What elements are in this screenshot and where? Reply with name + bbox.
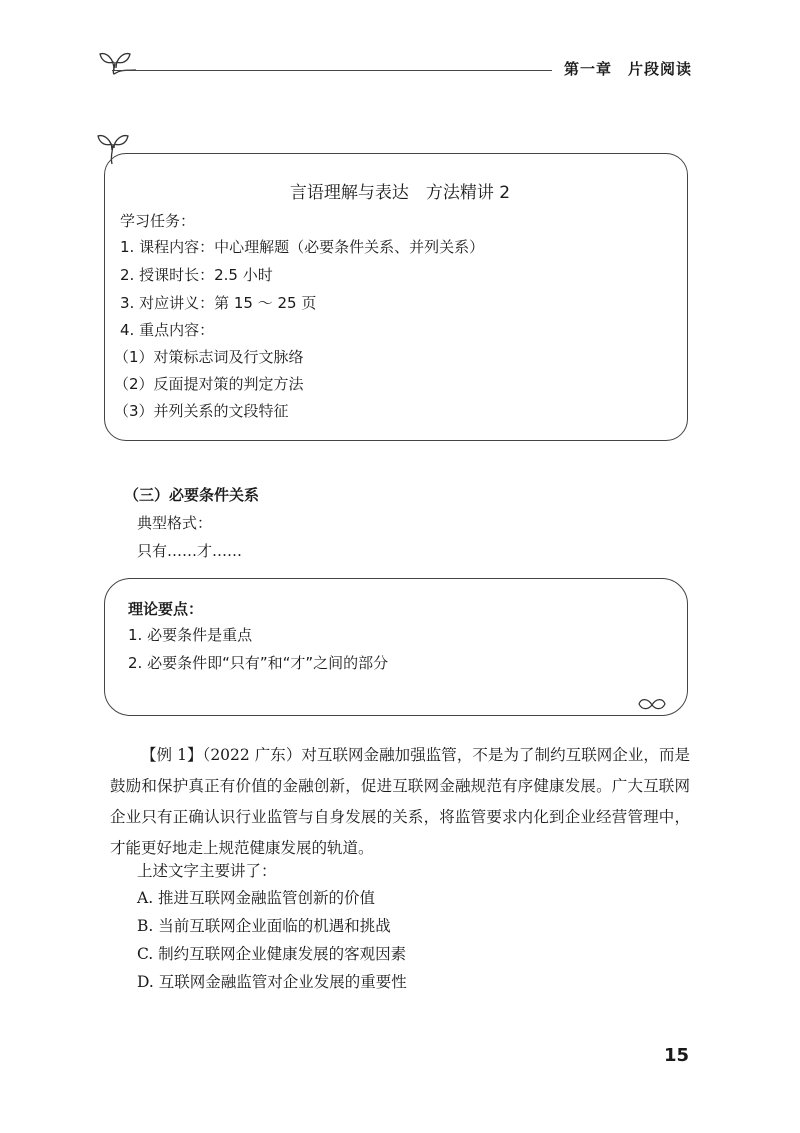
header-rule xyxy=(112,70,552,71)
section-heading: （三）必要条件关系 xyxy=(124,486,260,504)
task-subitem: （1）对策标志词及行文脉络 xyxy=(114,348,304,366)
task-subitem: （2）反面提对策的判定方法 xyxy=(114,375,304,393)
page-number: 15 xyxy=(664,1045,690,1066)
question-text: 上述文字主要讲了： xyxy=(137,862,277,880)
task-subitem: （3）并列关系的文段特征 xyxy=(114,402,289,420)
format-label: 典型格式： xyxy=(137,514,213,532)
box-title: 言语理解与表达 方法精讲 2 xyxy=(289,183,511,203)
sprout-icon xyxy=(638,696,666,714)
option-b: B. 当前互联网企业面临的机遇和挑战 xyxy=(137,917,391,935)
task-label: 学习任务： xyxy=(120,212,196,230)
task-item: 1. 课程内容：中心理解题（必要条件关系、并列关系） xyxy=(120,238,485,256)
theory-label: 理论要点： xyxy=(128,600,204,618)
task-item: 4. 重点内容： xyxy=(120,321,215,339)
chapter-title: 第一章 片段阅读 xyxy=(564,60,693,78)
task-item: 3. 对应讲义：第 15 ～ 25 页 xyxy=(120,294,317,312)
sprout-icon xyxy=(96,44,136,78)
format-text: 只有……才…… xyxy=(137,542,243,560)
example-paragraph: 【例 1】（2022 广东）对互联网金融加强监管，不是为了制约互联网企业，而是鼓励和保护真正有价值的金融创新，促进互联网金融规范有序健康发展。广大互联网企业只有正确认识行业监管与自身发展的关系，将监管要求内化到企业经营管理中，才能更好地走上规范健康发展的轨道。 xyxy=(110,746,690,857)
option-c: C. 制约互联网企业健康发展的客观因素 xyxy=(137,945,407,963)
task-item: 2. 授课时长：2.5 小时 xyxy=(120,266,273,284)
theory-item: 1. 必要条件是重点 xyxy=(128,626,253,644)
option-d: D. 互联网金融监管对企业发展的重要性 xyxy=(137,973,407,991)
theory-item: 2. 必要条件即“只有”和“才”之间的部分 xyxy=(128,654,389,672)
option-a: A. 推进互联网金融监管创新的价值 xyxy=(137,889,376,907)
